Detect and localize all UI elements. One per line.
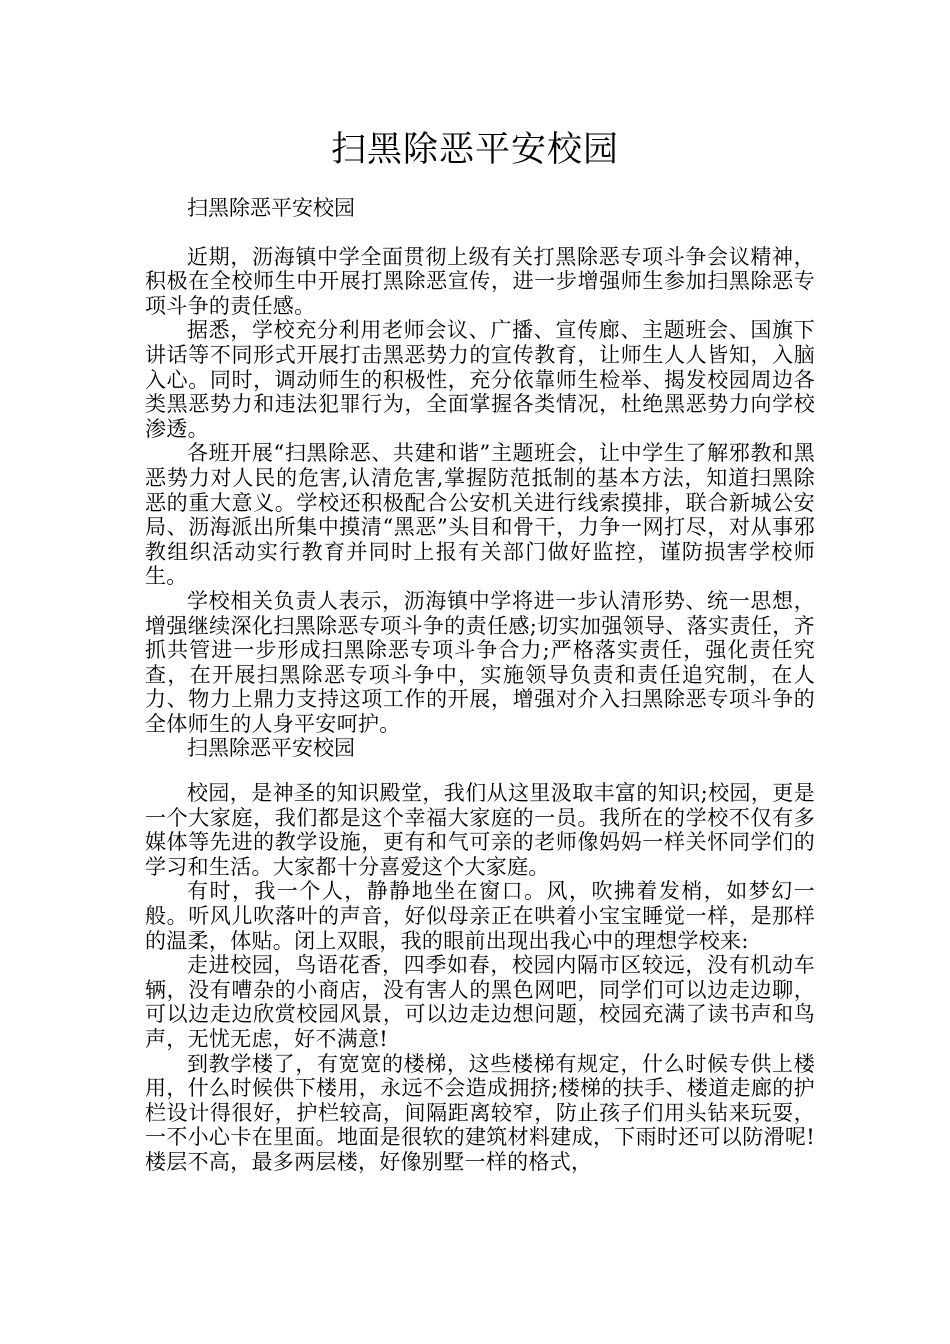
paragraph: 到教学楼了，有宽宽的楼梯，这些楼梯有规定，什么时候专供上楼用，什么时候供下楼用，永远不会造成拥挤;楼梯的扶手、楼道走廊的护栏设计得很好，护栏较高，间隔距离较窄，防止孩子们用头钻来玩耍，一不小心卡在里面。地面是很软的建筑材料建成，下雨时还可以防滑呢!楼层不高，最多两层楼，好像别墅一样的格式， — [145, 1051, 815, 1174]
paragraph: 走进校园，鸟语花香，四季如春，校园内隔市区较远，没有机动车辆，没有嘈杂的小商店，没有害人的黑色网吧，同学们可以边走边聊，可以边走边欣赏校园风景，可以边走边想问题，校园充满了读书声和鸟声，无忧无虑，好不满意! — [145, 953, 815, 1051]
section-heading: 扫黑除恶平安校园 — [187, 736, 355, 761]
paragraph: 近期，沥海镇中学全面贯彻上级有关打黑除恶专项斗争会议精神，积极在全校师生中开展打黑除恶宣传，进一步增强师生参加扫黑除恶专项斗争的责任感。 — [145, 244, 815, 318]
paragraph: 有时，我一个人，静静地坐在窗口。风，吹拂着发梢，如梦幻一般。听风儿吹落叶的声音，好似母亲正在哄着小宝宝睡觉一样，是那样的温柔，体贴。闭上双眼，我的眼前出现出我心中的理想学校来: — [145, 879, 815, 953]
section-heading: 扫黑除恶平安校园 — [187, 196, 355, 220]
paragraph: 据悉，学校充分利用老师会议、广播、宣传廊、主题班会、国旗下讲话等不同形式开展打击黑恶势力的宣传教育，让师生人人皆知，入脑入心。同时，调动师生的积极性，充分依靠师生检举、揭发校园周边各类黑恶势力和违法犯罪行为，全面掌握各类情况，杜绝黑恶势力向学校渗透。 — [145, 318, 815, 441]
document-body — [145, 196, 815, 1175]
paragraph: 各班开展“扫黑除恶、共建和谐”主题班会，让中学生了解邪教和黑恶势力对人民的危害,认清危害,掌握防范抵制的基本方法，知道扫黑除恶的重大意义。学校还积极配合公安机关进行线索摸排，联合新城公安局、沥海派出所集中摸清“黑恶”头目和骨干，力争一网打尽，对从事邪教组织活动实行教育并同时上报有关部门做好监控，谨防损害学校师生。 — [145, 441, 815, 589]
blank-line — [145, 761, 815, 781]
blank-line — [145, 221, 815, 245]
document-title: 扫黑除恶平安校园 — [330, 130, 619, 170]
paragraph: 学校相关负责人表示，沥海镇中学将进一步认清形势、统一思想，增强继续深化扫黑除恶专项斗争的责任感;切实加强领导、落实责任，齐抓共管进一步形成扫黑除恶专项斗争合力;严格落实责任，强化责任究查，在开展扫黑除恶专项斗争中，实施领导负责和责任追究制，在人力、物力上鼎力支持这项工作的开展，增强对介入扫黑除恶专项斗争的全体师生的人身平安呵护。 — [145, 588, 815, 736]
paragraph: 校园，是神圣的知识殿堂，我们从这里汲取丰富的知识;校园，更是一个大家庭，我们都是这个幸福大家庭的一员。我所在的学校不仅有多媒体等先进的教学设施，更有和气可亲的老师像妈妈一样关怀同学们的学习和生活。大家都十分喜爱这个大家庭。 — [145, 781, 815, 879]
